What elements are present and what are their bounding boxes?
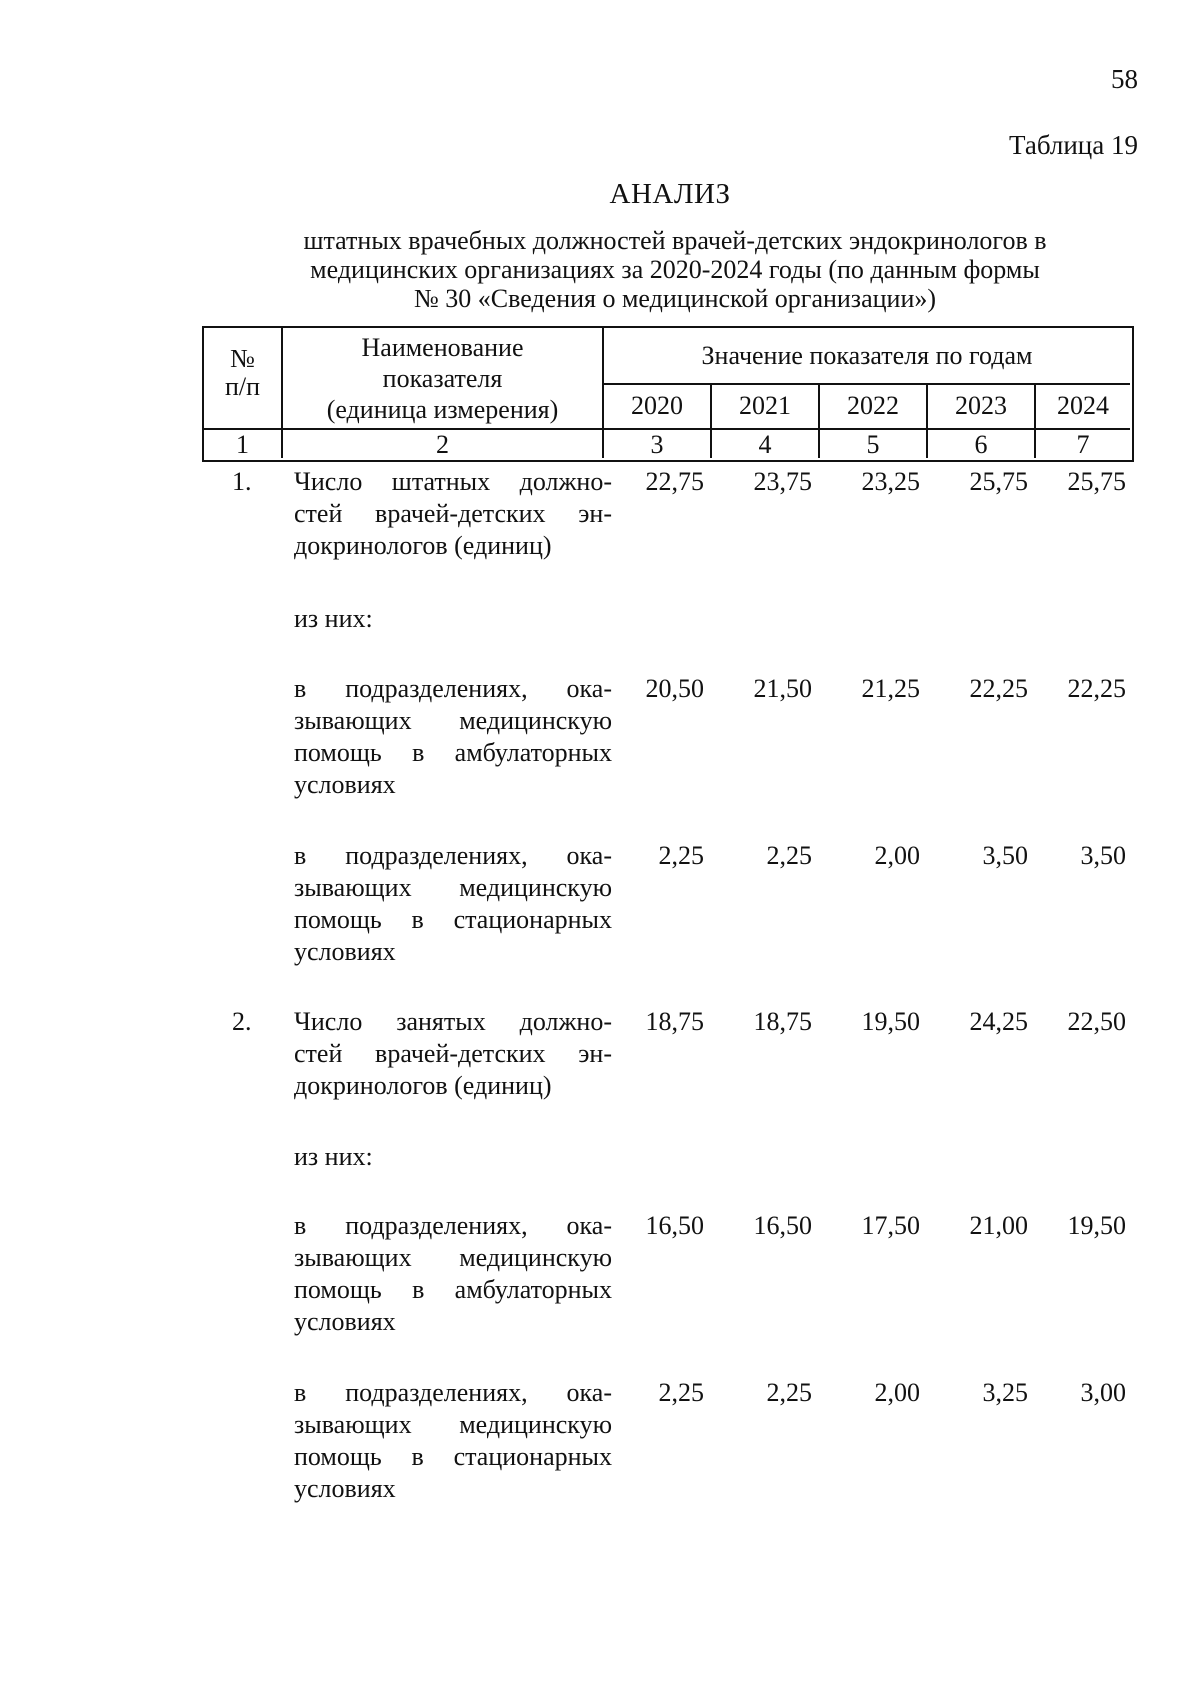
document-title: АНАЛИЗ	[609, 178, 731, 210]
table-cell: 24,25	[969, 1007, 1028, 1036]
row-label: в подразделениях, ока- зывающих медицинскую помощь в амбулаторных условиях	[294, 1211, 612, 1336]
table-cell: 21,50	[753, 674, 812, 703]
table-cell: 2,00	[874, 1378, 920, 1407]
table-cell: 2,25	[766, 841, 812, 870]
header-year: 2022	[847, 391, 899, 420]
row-label: из них:	[294, 604, 373, 633]
table-cell: 16,50	[753, 1211, 812, 1240]
row-label: из них:	[294, 1142, 373, 1171]
column-number: 4	[758, 430, 772, 459]
table-cell: 23,25	[861, 467, 920, 496]
table-cell: 18,75	[645, 1007, 704, 1036]
table-cell: 3,25	[982, 1378, 1028, 1407]
table-cell: 18,75	[753, 1007, 812, 1036]
table-cell: 3,50	[982, 841, 1028, 870]
table-cell: 2,25	[658, 1378, 704, 1407]
table-cell: 2,25	[766, 1378, 812, 1407]
row-label: Число штатных должно- стей врачей-детских эн- докринологов (единиц)	[294, 467, 612, 560]
table-cell: 22,25	[1067, 674, 1126, 703]
table-cell: 19,50	[1067, 1211, 1126, 1240]
table-cell: 25,75	[1067, 467, 1126, 496]
column-number: 3	[650, 430, 664, 459]
header-year: 2024	[1057, 391, 1109, 420]
subtitle-line: медицинских организациях за 2020-2024 годы (по данным формы	[310, 255, 1040, 284]
header-year: 2020	[631, 391, 683, 420]
row-label: Число занятых должно- стей врачей-детских эн- докринологов (единиц)	[294, 1007, 612, 1100]
table-cell: 22,25	[969, 674, 1028, 703]
table-cell: 17,50	[861, 1211, 920, 1240]
header-divider	[202, 428, 1130, 430]
table-cell: 22,50	[1067, 1007, 1126, 1036]
table-cell: 3,00	[1080, 1378, 1126, 1407]
row-number: 2.	[232, 1007, 252, 1036]
header-name: Наименование показателя (единица измерения)	[326, 333, 559, 424]
row-number: 1.	[232, 467, 252, 496]
row-label: в подразделениях, ока- зывающих медицинскую помощь в стационарных условиях	[294, 1378, 612, 1503]
table-cell: 21,25	[861, 674, 920, 703]
table-cell: 25,75	[969, 467, 1028, 496]
subtitle-line: № 30 «Сведения о медицинской организации»)	[413, 284, 937, 313]
column-number: 1	[236, 430, 249, 459]
row-label: в подразделениях, ока- зывающих медицинскую помощь в амбулаторных условиях	[294, 674, 612, 799]
table-cell: 23,75	[753, 467, 812, 496]
column-number: 7	[1076, 430, 1090, 459]
table-cell: 21,00	[969, 1211, 1028, 1240]
header-num: № п/п	[224, 344, 261, 401]
column-number: 5	[866, 430, 880, 459]
header-year: 2023	[955, 391, 1007, 420]
table-cell: 16,50	[645, 1211, 704, 1240]
column-number: 6	[974, 430, 988, 459]
header-values-group: Значение показателя по годам	[701, 341, 1033, 370]
table-cell: 22,75	[645, 467, 704, 496]
row-label: в подразделениях, ока- зывающих медицинскую помощь в стационарных условиях	[294, 841, 612, 966]
table-cell: 19,50	[861, 1007, 920, 1036]
document-subtitle	[245, 226, 1105, 313]
table-cell: 3,50	[1080, 841, 1126, 870]
table-cell: 2,00	[874, 841, 920, 870]
page-number: 58	[1111, 64, 1138, 94]
table-label: Таблица 19	[1009, 130, 1138, 160]
subtitle-line: штатных врачебных должностей врачей-детских эндокринологов в	[303, 226, 1047, 255]
column-number: 2	[436, 430, 449, 459]
group-divider	[602, 383, 1130, 385]
table-cell: 20,50	[645, 674, 704, 703]
table-cell: 2,25	[658, 841, 704, 870]
header-year: 2021	[739, 391, 791, 420]
